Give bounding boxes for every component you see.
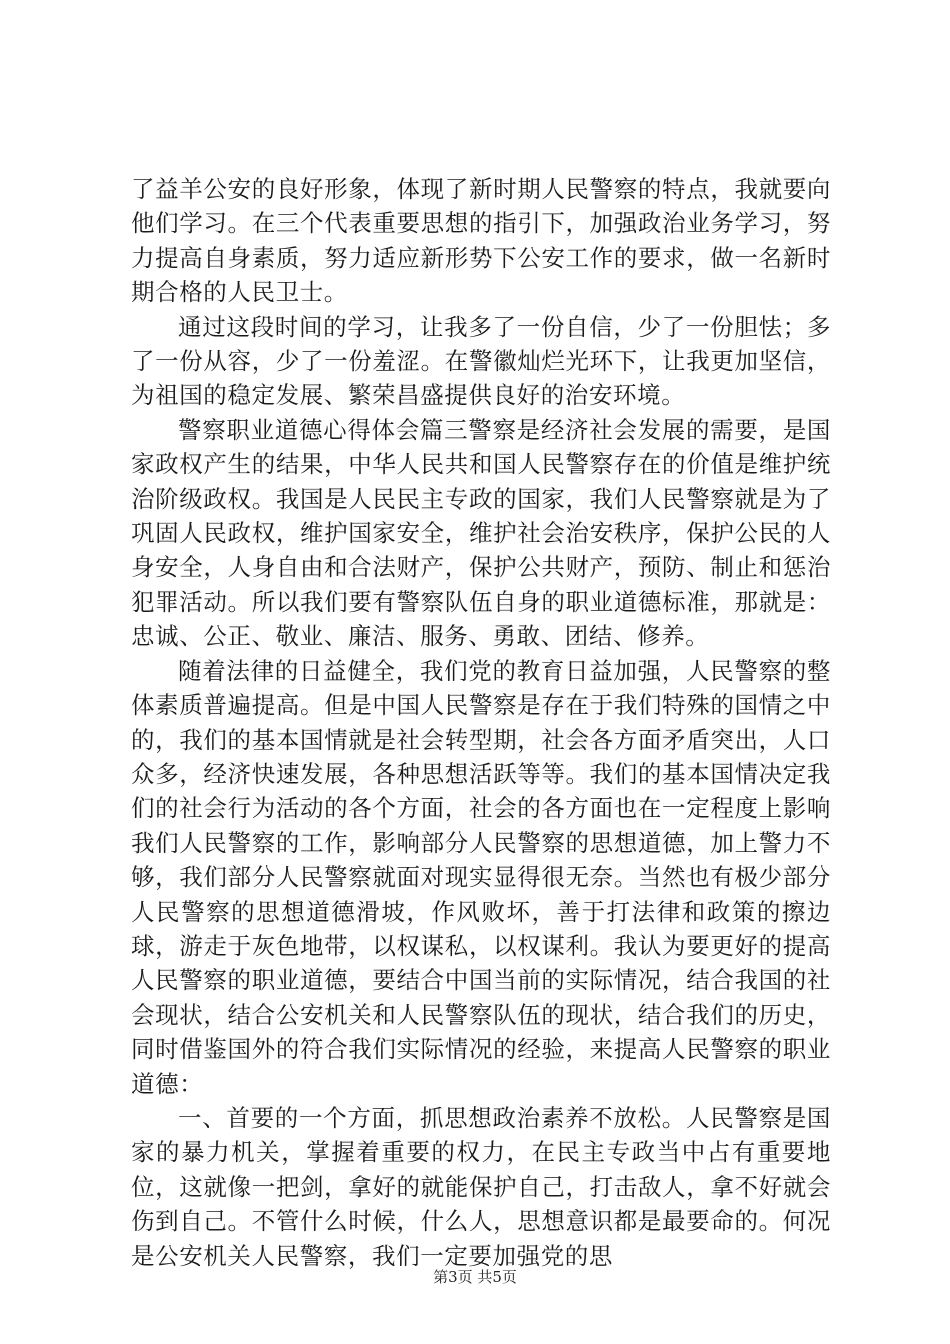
paragraph-2: 通过这段时间的学习，让我多了一份自信，少了一份胆怯；多了一份从容，少了一份羞涩。在警徽灿烂光环下，让我更加坚信，为祖国的稳定发展、繁荣昌盛提供良好的治安环境。 xyxy=(131,312,831,410)
page-footer: 第3页 共5页 xyxy=(433,1268,517,1286)
paragraph-5: 一、首要的一个方面，抓思想政治素养不放松。人民警察是国家的暴力机关，掌握着重要的权力，在民主专政当中占有重要地位，这就像一把剑，拿好的就能保护自己，打击敌人，拿不好就会伤到自己。不管什么时候，什么人，思想意识都是最要命的。何况是公安机关人民警察，我们一定要加强党的思 xyxy=(131,1103,831,1270)
paragraph-4: 随着法律的日益健全，我们党的教育日益加强，人民警察的整体素质普遍提高。但是中国人民警察是存在于我们特殊的国情之中的，我们的基本国情就是社会转型期，社会各方面矛盾突出，人口众多，经济快速发展，各种思想活跃等等。我们的基本国情决定我们的社会行为活动的各个方面，社会的各方面也在一定程度上影响我们人民警察的工作，影响部分人民警察的思想道德，加上警力不够，我们部分人民警察就面对现实显得很无奈。当然也有极少部分人民警察的思想道德滑坡，作风败坏，善于打法律和政策的擦边球，游走于灰色地带，以权谋私，以权谋利。我认为要更好的提高人民警察的职业道德，要结合中国当前的实际情况，结合我国的社会现状，结合公安机关和人民警察队伍的现状，结合我们的历史，同时借鉴国外的符合我们实际情况的经验，来提高人民警察的职业道德： xyxy=(131,656,831,1098)
body-text xyxy=(131,172,831,1273)
paragraph-3: 警察职业道德心得体会篇三警察是经济社会发展的需要，是国家政权产生的结果，中华人民共和国人民警察存在的价值是维护统治阶级政权。我国是人民民主专政的国家，我们人民警察就是为了巩固人民政权，维护国家安全，维护社会治安秩序，保护公民的人身安全，人身自由和合法财产，保护公共财产，预防、制止和惩治犯罪活动。所以我们要有警察队伍自身的职业道德标准，那就是：忠诚、公正、敬业、廉洁、服务、勇敢、团结、修养。 xyxy=(131,415,831,651)
paragraph-1: 了益羊公安的良好形象，体现了新时期人民警察的特点，我就要向他们学习。在三个代表重要思想的指引下，加强政治业务学习，努力提高自身素质，努力适应新形势下公安工作的要求，做一名新时期合格的人民卫士。 xyxy=(131,175,831,307)
